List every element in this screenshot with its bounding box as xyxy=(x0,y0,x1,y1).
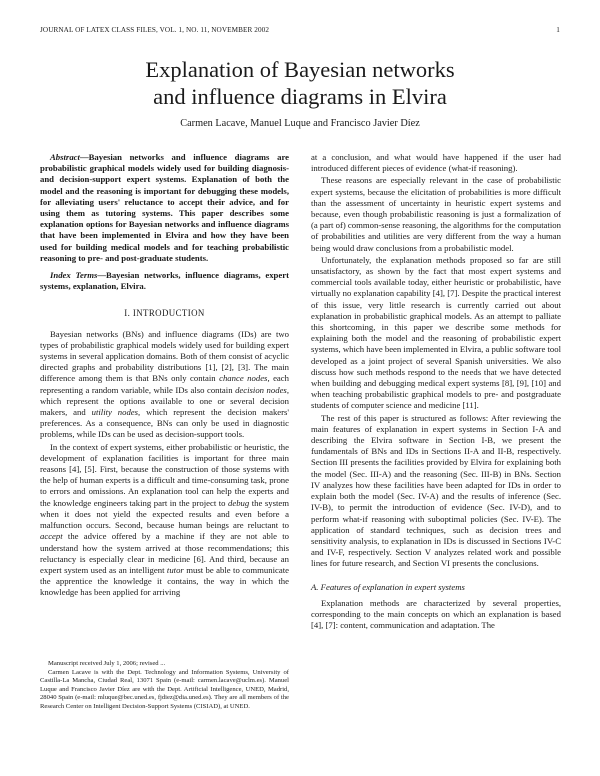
title-line-2: and influence diagrams in Elvira xyxy=(153,84,447,109)
page-number: 1 xyxy=(556,26,560,34)
intro-paragraph-2-continued: at a conclusion, and what would have happened if the user had introduced different pieces of evidence (what-if reasoning). xyxy=(311,152,561,174)
intro-paragraph-2 xyxy=(40,442,289,599)
emphasis-utility-nodes: utility nodes xyxy=(91,407,139,418)
right-column xyxy=(311,152,561,631)
text-span: must be able to communicate the apprentice the knowledge it contains, the way in which the knowledge has been applied for arriving xyxy=(40,564,289,598)
abstract xyxy=(40,152,289,264)
journal-header: JOURNAL OF LATEX CLASS FILES, VOL. 1, NO. 11, NOVEMBER 2002 xyxy=(40,26,270,34)
emphasis-debug: debug xyxy=(228,497,250,508)
section-heading-introduction: I. INTRODUCTION xyxy=(124,308,205,319)
abstract-lead: Abstract xyxy=(50,152,80,162)
running-header xyxy=(40,26,560,38)
emphasis-decision-nodes: decision nodes xyxy=(235,384,287,395)
paper-title xyxy=(40,56,560,110)
emphasis-accept: accept xyxy=(40,531,63,542)
index-terms xyxy=(40,270,289,292)
text-span: , each representing a random variable, while IDs also contain xyxy=(40,373,289,395)
emphasis-tutor: tutor xyxy=(166,564,184,575)
index-terms-text: —Bayesian networks, influence diagrams, expert systems, explanation, Elvira. xyxy=(40,270,289,292)
author-list: Carmen Lacave, Manuel Luque and Francisco Javier Díez xyxy=(180,118,420,129)
text-span: the system when it does not yield the expected results and even before a malfunction occurs. Second, because human beings are reluctant to xyxy=(40,497,289,531)
emphasis-chance-nodes: chance nodes xyxy=(219,373,268,384)
subsection-heading-features: A. Features of explanation in expert systems xyxy=(311,581,465,592)
text-span: the advice offered by a machine if they are not able to understand how the system arrived at those recommendations; this reluctancy is especially clear in medicine [6]. And third, because an expert system used as an intelligent xyxy=(40,531,289,575)
text-span: Bayesian networks (BNs) and influence diagrams (IDs) are two types of probabilistic graphical models widely used for building expert systems in several application domains. Both of them consist of acyclic directed graphs and probability distributions [1], [2], [3]. The main difference among them is that BNs only contain xyxy=(40,328,289,384)
index-terms-lead: Index Terms xyxy=(50,270,98,281)
intro-paragraph-3: These reasons are especially relevant in the case of probabilistic expert systems, because the elicitation of probabilities is more difficult than the assessment of uncertainty in heuristic expert systems and because, even though probabilistic reasoning is just a formalization of (a part of) common-sense reasoning, the algorithms for the computation of probabilities and utilities are very different from the way a human being would draw conclusions from a probabilistic model. xyxy=(311,175,561,253)
text-span: In the context of expert systems, either probabilistic or heuristic, the development of explanation facilities is important for three main reasons [4], [5]. First, because the construction of those systems with the help of human experts is a difficult and time-consuming task, prone to errors and omissions. An explanation tool can help the experts and the knowledge engineers taking part in the project to xyxy=(40,441,289,508)
text-span: , which represent the decision makers' preferences. As a consequence, BNs can only be used in diagnostic problems, while IDs can be used as decision-support tools. xyxy=(40,407,289,440)
intro-paragraph-5: The rest of this paper is structured as follows: After reviewing the main features of explanation in expert systems in Section I-A and describing the Elvira software in Section I-B, we present the fundamentals of BNs and IDs in Sections II-A and II-B, respectively. Section III presents the facilities provided by Elvira for explaining both the model (Sec. III-A) and the reasoning (Sec. III-B) in BNs. Section IV analyzes how these facilities have been adapted for IDs in order to explain both the model (Sec. IV-A) and the results of inference (Sec. IV-B), to permit the introduction of evidence (Sec. IV-D), and to perform what-if reasoning with suboptimal policies (Sec. IV-E). The application of standard techniques, such as decision trees and sensitivity analysis, to explanation in IDs is discussed in Sections IV-C and IV-F, respectively. Section V analyzes related work and possible lines for future research, and Section VI presents the conclusions. xyxy=(311,412,561,569)
abstract-text: —Bayesian networks and influence diagrams are probabilistic graphical models widely used for building diagnosis- and decision-support expert systems. Explanation of both the model and the reasoning is important for debugging these models, for alleviating users' reluctance to accept their advice, and for using them as tutoring systems. This paper describes some explanation options for Bayesian networks and influence diagrams that have been implemented in Elvira and how they have been used for building medical models and for teaching probabilistic reasoning to pre- and post-graduate students. xyxy=(40,152,289,263)
text-span: , which represent the options available to one or several decision makers, and xyxy=(40,384,289,418)
intro-paragraph-1 xyxy=(40,329,289,441)
left-column xyxy=(40,152,289,599)
features-paragraph-1: Explanation methods are characterized by several properties, corresponding to the main concepts on which an explanation is based [4], [7]: content, communication and adaptation. The xyxy=(311,597,561,631)
footnote-affiliations: Carmen Lacave is with the Dept. Technology and Information Systems, University of Castilla-La Mancha, Ciudad Real, 13071 Spain (e-mail: carmen.lacave@uclm.es). Manuel Luque and Francisco Javier Díez are with the Dept. Artificial Intelligence, UNED, Madrid, 28040 Spain (e-mail: mluque@bec.uned.es, fjdiez@dia.uned.es). They are all members of the Research Center on Intelligent Decision-Support Systems (CISIAD), at UNED. xyxy=(40,668,289,710)
intro-paragraph-4: Unfortunately, the explanation methods proposed so far are still unsatisfactory, as shown by the fact that most expert systems and commercial tools available today, either heuristic or probabilistic, have virtually no explanation capability [4], [7]. Despite the practical interest of this issue, very little research is currently carried out about explanation in probabilistic graphical models. As an attempt to palliate this shortcoming, in this paper we describe some methods for explaining both the model and the reasoning of probabilistic expert systems, which have been implemented in Elvira, a public software tool developed as a joint project of several Spanish universities. We also discuss how such methods respond to the needs that we have detected when building and debugging medical expert systems [8], [9], [10] and when teaching probabilistic graphical models to pre- and postgraduate students of computer science and medicine [11]. xyxy=(311,254,561,411)
title-line-1: Explanation of Bayesian networks xyxy=(145,57,455,82)
footnotes xyxy=(40,660,289,711)
footnote-manuscript: Manuscript received July 1, 2006; revised ... xyxy=(48,660,166,667)
